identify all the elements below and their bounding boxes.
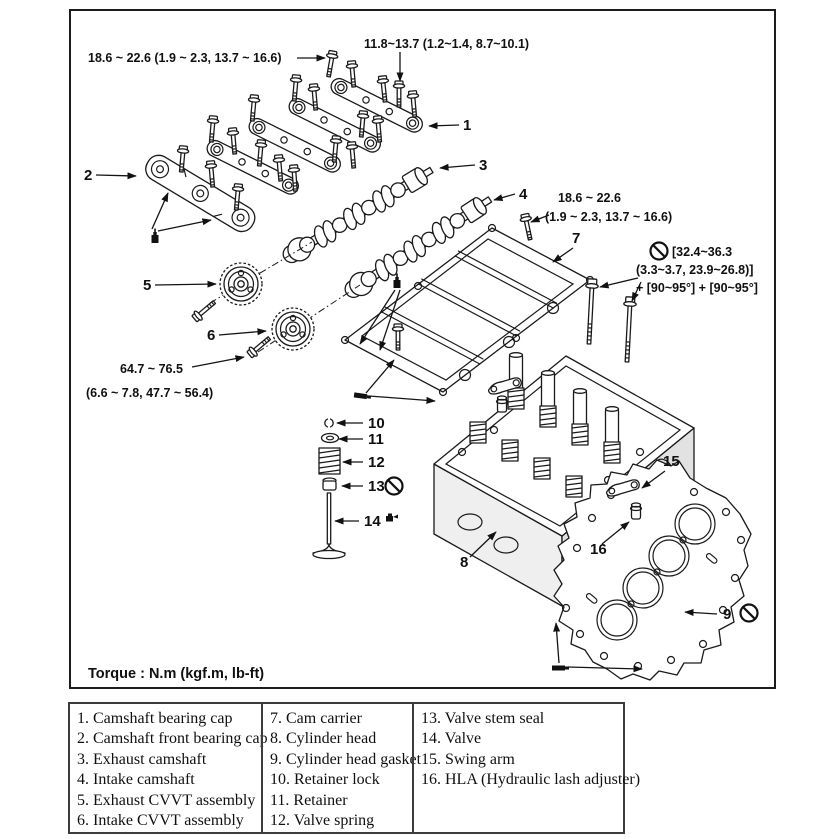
torque-cvvt-2: (6.6 ~ 7.8, 47.7 ~ 56.4) [86, 386, 214, 400]
callout-15: 15 [663, 453, 680, 470]
legend-column-1 [70, 704, 268, 832]
callout-1: 1 [463, 117, 472, 134]
callout-16: 16 [590, 541, 607, 558]
parts-legend [68, 702, 641, 834]
callout-12: 12 [368, 454, 385, 471]
callout-11: 11 [368, 431, 384, 448]
callout-5: 5 [143, 277, 152, 294]
torque-head-bolt-2: (3.3~3.7, 23.9~26.8)] [636, 263, 754, 277]
callout-7: 7 [572, 230, 581, 247]
torque-cam-carrier-2: (1.9 ~ 2.3, 13.7 ~ 16.6) [545, 210, 673, 224]
callout-13: 13 [368, 478, 385, 495]
legend-item: 1. Camshaft bearing cap [77, 710, 233, 727]
legend-column-2 [261, 704, 422, 832]
torque-units-note: Torque : N.m (kgf.m, lb-ft) [88, 666, 265, 682]
torque-head-bolt-3: + [90~95°] + [90~95°] [636, 281, 758, 295]
callout-10: 10 [368, 415, 385, 432]
callout-8: 8 [460, 554, 469, 571]
legend-item: 16. HLA (Hydraulic lash adjuster) [421, 771, 641, 789]
legend-item: 9. Cylinder head gasket [270, 750, 422, 768]
legend-item: 11. Retainer [270, 791, 348, 809]
intake-cvvt-assembly [272, 308, 314, 350]
callout-9: 9 [723, 606, 732, 623]
legend-item: 3. Exhaust camshaft [77, 750, 207, 768]
legend-item: 14. Valve [421, 730, 482, 748]
legend-item: 4. Intake camshaft [77, 771, 195, 789]
torque-bearing-cap-bolts: 18.6 ~ 22.6 (1.9 ~ 2.3, 13.7 ~ 16.6) [88, 51, 282, 65]
torque-front-cap-bolts: 11.8~13.7 (1.2~1.4, 8.7~10.1) [364, 37, 530, 51]
callout-14: 14 [364, 513, 381, 530]
callout-2: 2 [84, 167, 93, 184]
legend-item: 5. Exhaust CVVT assembly [77, 791, 256, 809]
callout-4: 4 [519, 186, 528, 203]
legend-column-3 [412, 704, 641, 832]
legend-item: 12. Valve spring [270, 811, 375, 829]
torque-cvvt-1: 64.7 ~ 76.5 [120, 362, 183, 376]
legend-item: 10. Retainer lock [270, 771, 380, 789]
legend-item: 15. Swing arm [421, 750, 515, 768]
exhaust-cvvt-assembly [220, 263, 262, 305]
callout-3: 3 [479, 157, 488, 174]
legend-item: 13. Valve stem seal [421, 710, 545, 727]
legend-item: 8. Cylinder head [270, 730, 377, 748]
legend-item: 7. Cam carrier [270, 710, 362, 727]
legend-item: 6. Intake CVVT assembly [77, 811, 244, 829]
callout-6: 6 [207, 327, 216, 344]
torque-cam-carrier-1: 18.6 ~ 22.6 [558, 191, 621, 205]
oil-icon [386, 514, 398, 522]
legend-item: 2. Camshaft front bearing cap [77, 730, 268, 748]
cylinder-head-bolts [583, 279, 637, 363]
torque-head-bolt-1: [32.4~36.3 [672, 245, 733, 259]
